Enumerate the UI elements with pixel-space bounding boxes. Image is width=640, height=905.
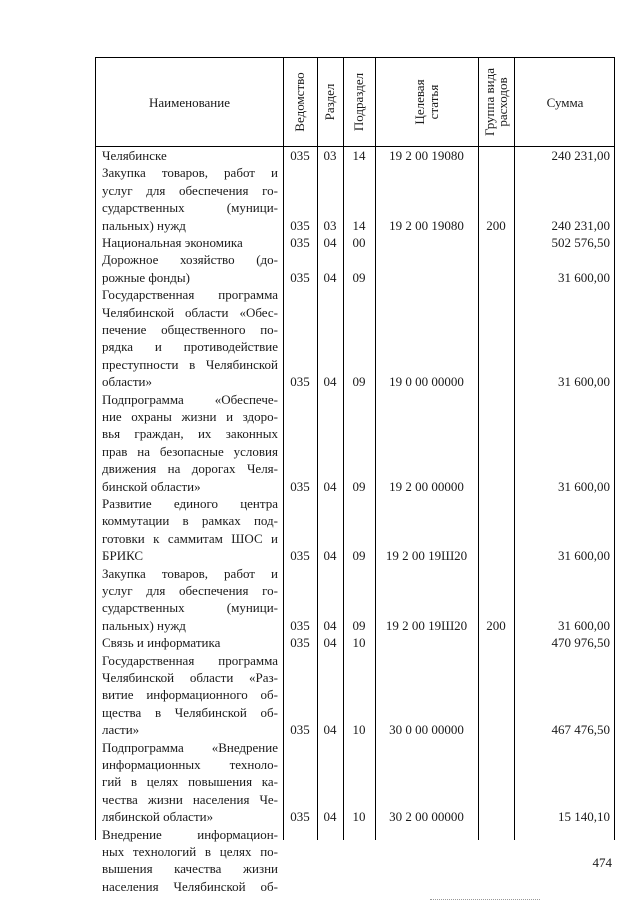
header-article-label: Целевая статья (411, 79, 441, 125)
cell-section: 04 (323, 548, 337, 564)
cell-article: 19 0 00 00000 (389, 374, 464, 390)
cell-section: 04 (323, 617, 337, 633)
cell-sum: 31 600,00 (558, 617, 610, 633)
header-name (96, 58, 283, 146)
header-expense-group (478, 58, 514, 146)
cell-subsection: 09 (352, 374, 366, 390)
cell-section: 03 (323, 217, 337, 233)
row-name-line: движения на дорогах Челя- (102, 461, 278, 477)
row-name-line: пальных) нужд (102, 617, 186, 633)
header-expense-group-label: Группа вида расходов (482, 68, 510, 136)
row-name-line: Челябинской области «Обес- (102, 304, 278, 320)
row-name-line: вья граждан, их законных (102, 426, 278, 442)
header-sum (514, 58, 616, 146)
cell-subsection: 10 (352, 809, 366, 825)
row-name-line: информационных техноло- (102, 757, 278, 772)
cell-sum: 467 476,50 (551, 722, 610, 738)
cell-dept: 035 (290, 217, 310, 233)
row-name-line: БРИКС (102, 548, 144, 564)
cell-dept: 035 (290, 548, 310, 564)
row-name-line: преступности в Челябинской (102, 356, 278, 372)
header-sum-label: Сумма (546, 94, 584, 110)
row-name-line: Государственная программа (102, 287, 278, 303)
row-name-line: Государственная программа (102, 652, 278, 668)
row-name-line: Челябинской области «Раз- (102, 670, 278, 685)
row-name-line: населения Челябинской об- (102, 878, 278, 894)
header-subsection (343, 58, 375, 146)
row-name-line: Подпрограмма «Обеспече- (102, 391, 278, 407)
header-section-label: Раздел (322, 83, 337, 121)
cell-section: 04 (323, 478, 337, 494)
cell-sum: 240 231,00 (551, 148, 610, 163)
header-dept-label: Ведомство (292, 72, 307, 132)
cell-subsection: 00 (352, 235, 366, 250)
cell-sum: 31 600,00 (558, 548, 610, 564)
row-name-line: чества жизни населения Че- (102, 791, 278, 807)
cell-section: 04 (323, 635, 337, 651)
cell-article: 19 2 00 19080 (389, 217, 464, 233)
cell-subsection: 09 (352, 478, 366, 494)
row-name-line: Подпрограмма «Внедрение (102, 739, 278, 755)
cell-section: 04 (323, 374, 337, 390)
cell-article: 19 2 00 19Ш20 (385, 617, 468, 633)
row-name-line: Закупка товаров, работ и (102, 565, 278, 581)
cell-sum: 31 600,00 (558, 478, 610, 494)
cell-dept: 035 (290, 635, 310, 651)
row-name-line: витие информационного об- (102, 687, 278, 703)
cell-subsection: 09 (352, 548, 366, 564)
cell-subsection: 09 (352, 269, 366, 285)
row-name-line: бинской области» (102, 478, 201, 494)
cell-sum: 240 231,00 (551, 217, 610, 233)
cell-subsection: 14 (352, 148, 366, 163)
row-name-line: прав на безопасные условия (102, 443, 278, 459)
cell-sum: 502 576,50 (551, 235, 610, 250)
row-name-line: области» (102, 374, 152, 390)
header-article (375, 58, 478, 146)
cell-dept: 035 (290, 809, 310, 825)
row-name-line: лябинской области» (102, 809, 214, 825)
row-name-line: ласти» (102, 722, 140, 738)
cell-subsection: 14 (352, 217, 366, 233)
cell-dept: 035 (290, 235, 310, 250)
row-name-line: ние охраны жизни и здоро- (102, 409, 278, 424)
row-name-line: Связь и информатика (102, 635, 221, 651)
header-subsection-label: Подраздел (351, 72, 366, 132)
cell-section: 04 (323, 809, 337, 825)
row-name-line: Внедрение информацион- (102, 826, 278, 842)
row-name-line: Национальная экономика (102, 235, 243, 250)
row-name-line: ных технологий в целях по- (102, 844, 278, 859)
row-name-line: Челябинске (102, 148, 167, 163)
row-name-line: Развитие единого центра (102, 496, 278, 511)
row-name-line: рожные фонды) (102, 269, 190, 285)
row-name-line: Дорожное хозяйство (до- (102, 252, 278, 268)
cell-article: 19 2 00 00000 (389, 478, 464, 494)
cell-section: 04 (323, 235, 337, 250)
row-name-line: Закупка товаров, работ и (102, 165, 278, 181)
cell-expense-group: 200 (486, 217, 506, 233)
header-name-label: Наименование (149, 94, 230, 110)
cell-subsection: 09 (352, 617, 366, 633)
row-name-line: вышения качества жизни (102, 861, 278, 877)
cell-article: 30 2 00 00000 (389, 809, 464, 825)
row-name-line: услуг для обеспечения го- (102, 182, 278, 198)
row-name-line: сударственных (муници- (102, 200, 278, 216)
row-name-line: коммутации в рамках под- (102, 513, 278, 529)
cell-subsection: 10 (352, 635, 366, 651)
row-name-line: печение общественного по- (102, 322, 278, 337)
cell-expense-group: 200 (486, 617, 506, 633)
cell-section: 03 (323, 148, 337, 163)
header-section (317, 58, 343, 146)
col-divider (478, 58, 479, 840)
cell-dept: 035 (290, 374, 310, 390)
cell-dept: 035 (290, 478, 310, 494)
cell-subsection: 10 (352, 722, 366, 738)
cell-section: 04 (323, 269, 337, 285)
cell-article: 19 2 00 19Ш20 (385, 548, 468, 564)
cell-sum: 470 976,50 (551, 635, 610, 651)
row-name-line: щества в Челябинской об- (102, 704, 278, 720)
page-number: 474 (592, 855, 612, 870)
cell-sum: 31 600,00 (558, 374, 610, 390)
cell-section: 04 (323, 722, 337, 738)
cell-dept: 035 (290, 722, 310, 738)
row-name-line: пальных) нужд (102, 217, 186, 233)
footer-mark (430, 899, 540, 900)
row-name-line: рядка и противодействие (102, 339, 278, 355)
row-name-line: сударственных (муници- (102, 600, 278, 616)
row-name-line: гий в целях повышения ка- (102, 774, 278, 790)
cell-dept: 035 (290, 269, 310, 285)
cell-dept: 035 (290, 148, 310, 163)
cell-article: 30 0 00 00000 (389, 722, 464, 738)
cell-article: 19 2 00 19080 (389, 148, 464, 163)
cell-dept: 035 (290, 617, 310, 633)
cell-sum: 31 600,00 (558, 269, 610, 285)
header-dept (283, 58, 317, 146)
cell-sum: 15 140,10 (558, 809, 610, 825)
row-name-line: готовки к саммитам ШОС и (102, 530, 278, 546)
row-name-line: услуг для обеспечения го- (102, 583, 278, 598)
